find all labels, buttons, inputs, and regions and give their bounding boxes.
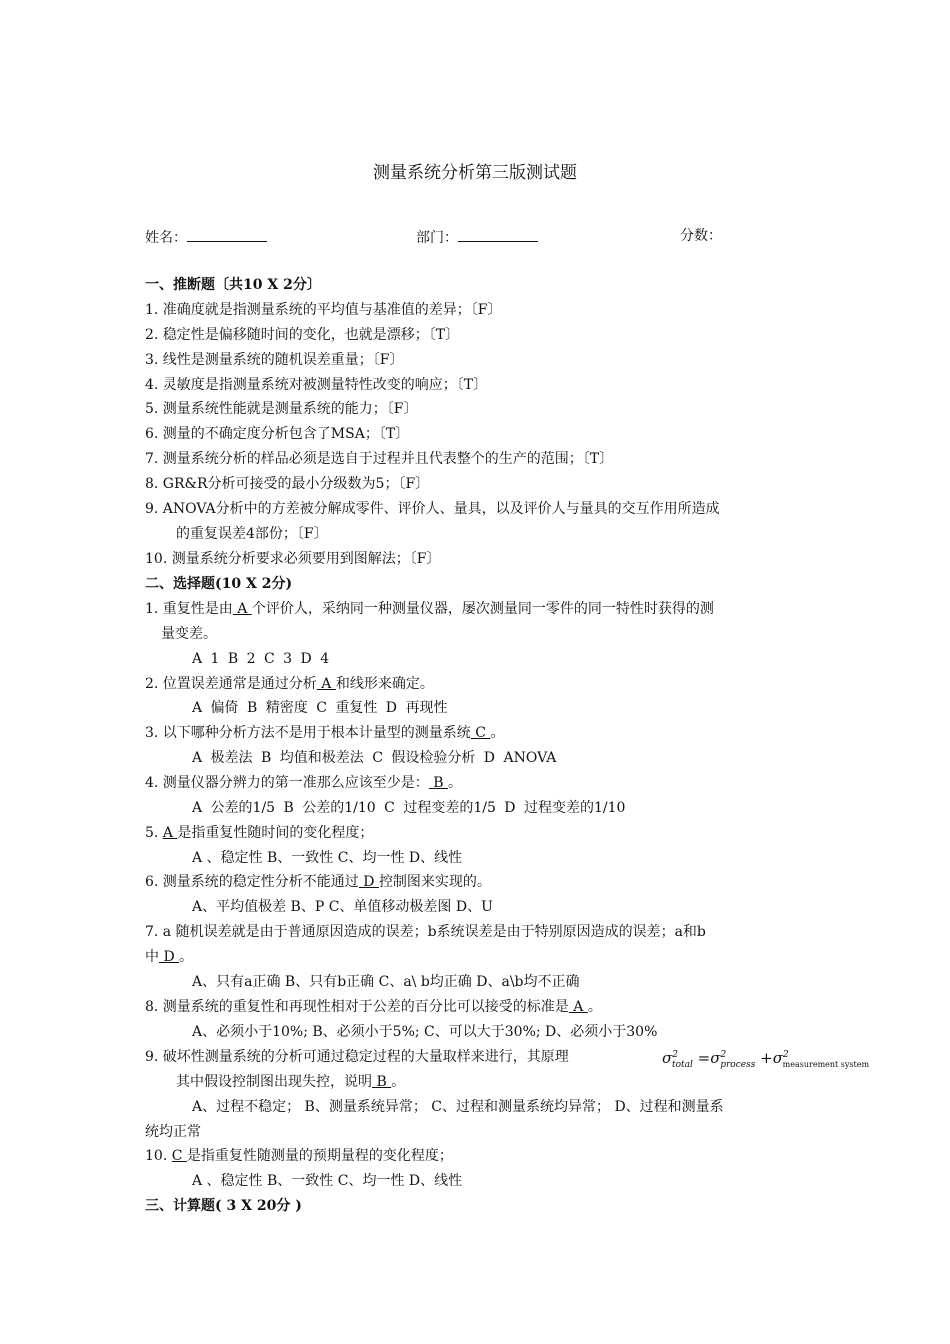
list-item: 4. 灵敏度是指测量系统对被测量特性改变的响应；〔T〕 bbox=[145, 377, 488, 393]
question-1 bbox=[145, 600, 714, 618]
question-3-options: A 极差法 B 均值和极差法 C 假设检验分析 D ANOVA bbox=[192, 750, 557, 766]
question-text: 控制图来实现的。 bbox=[378, 874, 491, 890]
formula-sigma: σ bbox=[662, 1049, 673, 1067]
answer: C bbox=[171, 1148, 187, 1164]
answer: A bbox=[568, 999, 588, 1015]
question-6-options: A、平均值极差 B、P C、单值移动极差图 D、U bbox=[192, 899, 493, 915]
question-text: 8. 测量系统的重复性和再现性相对于公差的百分比可以接受的标准是 bbox=[145, 999, 569, 1015]
question-text: 4. 测量仪器分辨力的第一准那么应该至少是： bbox=[145, 775, 429, 791]
formula-sigma: σ bbox=[710, 1049, 721, 1067]
dept-label: 部门： bbox=[416, 230, 458, 246]
question-10-options: A 、稳定性 B、一致性 C、均一性 D、线性 bbox=[192, 1173, 463, 1189]
question-text: 1. 重复性是由 bbox=[145, 601, 233, 617]
list-item: 5. 测量系统性能就是测量系统的能力；〔F〕 bbox=[145, 401, 418, 417]
question-5-options: A 、稳定性 B、一致性 C、均一性 D、线性 bbox=[192, 850, 463, 866]
question-9-options-cont: 统均正常 bbox=[145, 1124, 201, 1140]
formula-total: total bbox=[671, 1060, 693, 1070]
list-item: 1. 准确度就是指测量系统的平均值与基准值的差异；〔F〕 bbox=[145, 302, 502, 318]
question-text: 。 bbox=[490, 725, 505, 741]
question-text: 。 bbox=[587, 999, 602, 1015]
list-item: 2. 稳定性是偏移随时间的变化，也就是漂移；〔T〕 bbox=[145, 327, 460, 343]
section-3-heading: 三、计算题( 3 X 20分 ) bbox=[145, 1198, 302, 1214]
formula-square: 2 bbox=[672, 1050, 678, 1060]
question-text: 3. 以下哪种分析方法不是用于根本计量型的测量系统 bbox=[145, 725, 471, 741]
question-4-options: A 公差的1/5 B 公差的1/10 C 过程变差的1/5 D 过程变差的1/10 bbox=[192, 800, 626, 816]
question-text: 6. 测量系统的稳定性分析不能通过 bbox=[145, 874, 359, 890]
question-text: 是指重复性随测量的预期量程的变化程度； bbox=[186, 1148, 453, 1164]
list-item: 3. 线性是测量系统的随机误差重量；〔F〕 bbox=[145, 352, 404, 368]
question-text: 其中假设控制图出现失控，说明 bbox=[176, 1074, 372, 1090]
question-text: 个评价人，采纳同一种测量仪器，屡次测量同一零件的同一特性时获得的测 bbox=[251, 601, 714, 617]
formula-sigma: σ bbox=[772, 1049, 783, 1067]
section-1-heading: 一、推断题〔共10 X 2分〕 bbox=[145, 277, 321, 293]
question-2-options: A 偏倚 B 精密度 C 重复性 D 再现性 bbox=[192, 700, 448, 716]
list-item: 10. 测量系统分析要求必须要用到图解法；〔F〕 bbox=[145, 551, 441, 567]
question-6 bbox=[145, 873, 491, 891]
question-7: 7. a 随机误差就是由于普通原因造成的误差；b系统误差是由于特别原因造成的误差；a和b bbox=[145, 924, 706, 940]
question-text: 5. bbox=[145, 825, 163, 841]
question-text: 。 bbox=[179, 949, 194, 965]
question-9-options: A、过程不稳定； B、测量系统异常； C、过程和测量系统均异常； D、过程和测量系 bbox=[192, 1099, 724, 1115]
dept-field bbox=[416, 227, 538, 247]
question-text: 。 bbox=[448, 775, 463, 791]
question-text: 和线形来确定。 bbox=[335, 676, 434, 692]
question-7-cont bbox=[145, 948, 193, 966]
answer: D bbox=[159, 949, 180, 965]
question-1-options: A 1 B 2 C 3 D 4 bbox=[192, 651, 330, 667]
answer: A bbox=[232, 601, 252, 617]
section-2-heading: 二、选择题(10 X 2分) bbox=[145, 576, 293, 592]
list-item: 7. 测量系统分析的样品必须是选自于过程并且代表整个的生产的范围；〔T〕 bbox=[145, 451, 614, 467]
question-text: 是指重复性随时间的变化程度； bbox=[177, 825, 374, 841]
answer: D bbox=[358, 874, 379, 890]
formula-measurement-system: measurement system bbox=[782, 1060, 870, 1069]
question-text: 10. bbox=[145, 1148, 172, 1164]
question-8 bbox=[145, 998, 602, 1016]
formula-square: 2 bbox=[782, 1050, 789, 1060]
answer: A bbox=[162, 825, 178, 841]
answer: C bbox=[470, 725, 491, 741]
question-1-cont: 量变差。 bbox=[161, 626, 217, 642]
question-7-options: A、只有a正确 B、只有b正确 C、a\ b均正确 D、a\b均不正确 bbox=[192, 974, 580, 990]
formula-plus: + bbox=[760, 1049, 773, 1067]
formula-equals: = bbox=[697, 1049, 711, 1067]
score-label: 分数： bbox=[680, 228, 722, 244]
question-text: 中 bbox=[145, 949, 159, 965]
question-text: 2. 位置误差通常是通过分析 bbox=[145, 676, 317, 692]
answer: B bbox=[372, 1074, 392, 1090]
question-text: 。 bbox=[391, 1074, 406, 1090]
formula-square: 2 bbox=[720, 1050, 727, 1060]
name-field bbox=[145, 227, 267, 247]
list-item-continuation: 的重复误差4部份；〔F〕 bbox=[176, 526, 328, 542]
name-label: 姓名： bbox=[145, 230, 187, 246]
page-title: 测量系统分析第三版测试题 bbox=[373, 163, 577, 183]
question-8-options: A、必须小于10%; B、必须小于5%; C、可以大于30%; D、必须小于30% bbox=[192, 1024, 658, 1040]
dept-blank bbox=[458, 227, 538, 242]
question-4 bbox=[145, 774, 462, 792]
list-item: 6. 测量的不确定度分析包含了MSA；〔T〕 bbox=[145, 426, 410, 442]
formula-process: process bbox=[720, 1060, 756, 1070]
question-9-cont bbox=[176, 1073, 405, 1091]
list-item: 9. ANOVA分析中的方差被分解成零件、评价人、量具，以及评价人与量具的交互作用所造成 bbox=[145, 501, 720, 517]
name-blank bbox=[187, 227, 267, 242]
variance-formula bbox=[662, 1046, 869, 1074]
answer: A bbox=[316, 676, 336, 692]
question-10 bbox=[145, 1147, 453, 1165]
question-5 bbox=[145, 824, 373, 842]
question-2 bbox=[145, 675, 434, 693]
question-3 bbox=[145, 724, 504, 742]
answer: B bbox=[428, 775, 449, 791]
question-9: 9. 破坏性测量系统的分析可通过稳定过程的大量取样来进行，其原理 bbox=[145, 1049, 569, 1065]
list-item: 8. GR&R分析可接受的最小分级数为5；〔F〕 bbox=[145, 476, 430, 492]
